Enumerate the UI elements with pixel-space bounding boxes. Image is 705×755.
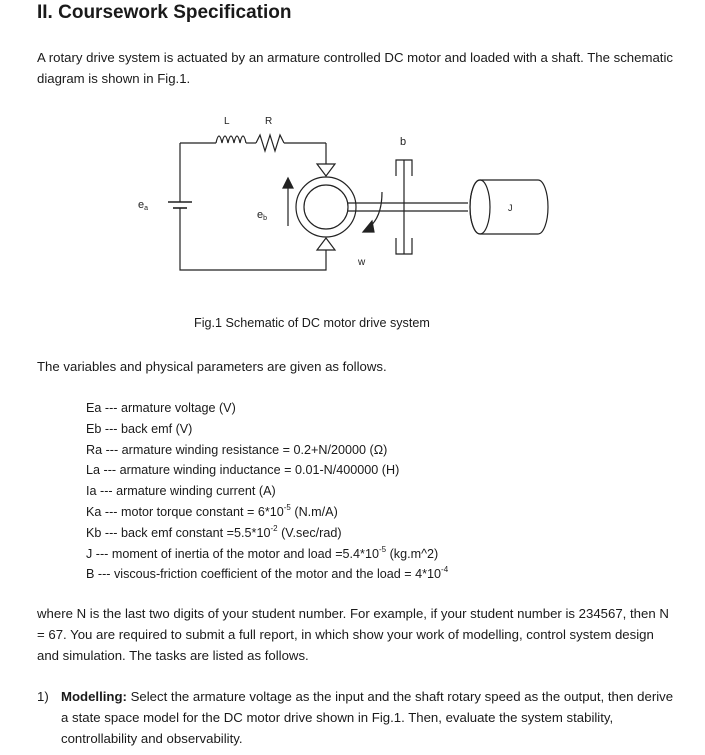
motor-top-brush xyxy=(317,164,335,176)
parameter-item: Ka --- motor torque constant = $6*10^{-5}$ (N.m/A) xyxy=(86,502,338,519)
variables-intro: The variables and physical parameters are given as follows. xyxy=(37,359,387,374)
motor-armature xyxy=(296,177,356,237)
parameter-item: Ea --- armature voltage (V) xyxy=(86,401,236,415)
task-number: 1) xyxy=(37,689,49,704)
label-inertia: J xyxy=(508,203,513,213)
student-number-paragraph: where N is the last two digits of your student number. For example, if your student number is 234567, then N = 67. You are required to submit a full report, in which show your work of modelling, control system design and simulation. The tasks are listed as follows. xyxy=(37,606,669,663)
parameter-item: Kb --- back emf constant $=5.5*10^{-2}$ (V.sec/rad) xyxy=(86,523,342,540)
task-text: Select the armature voltage as the input and the shaft rotary speed as the output, then derive a state space model for the DC motor drive shown in Fig.1. Then, evaluate the system stability, controllability and observability. xyxy=(61,689,674,746)
motor-bottom-brush xyxy=(317,238,335,250)
parameter-item: Ia --- armature winding current (A) xyxy=(86,484,276,499)
parameter-item: La --- armature winding inductance = 0.01-N/400000 (H) xyxy=(86,463,400,478)
task-item xyxy=(37,686,677,749)
label-damper: b xyxy=(400,136,407,148)
parameter-item: J --- moment of inertia of the motor and load $=5.4*10^{-5}$ (kg.m^2) xyxy=(86,544,439,561)
parameter-item: Eb --- back emf (V) xyxy=(86,421,193,436)
parameter-item: Ra --- armature winding resistance = 0.2+N/20000 (Ω) xyxy=(86,442,388,457)
task-title: Modelling: xyxy=(61,689,127,704)
figure-caption: Fig.1 Schematic of DC motor drive system xyxy=(194,316,430,330)
label-ea: ea xyxy=(138,199,149,212)
label-resistor: R xyxy=(265,116,273,127)
label-eb: eb xyxy=(257,209,268,222)
rotation-arrow-head xyxy=(363,221,374,232)
inductor-coil xyxy=(216,136,246,143)
section-heading: II. Coursework Specification xyxy=(37,2,292,23)
label-inductor: L xyxy=(224,116,230,127)
intro-paragraph: A rotary drive system is actuated by an armature controlled DC motor and loaded with a shaft. The schematic diagram is shown in Fig.1. xyxy=(37,50,673,86)
load-end-face xyxy=(470,180,490,234)
parameter-list xyxy=(86,398,448,585)
emf-arrow-head xyxy=(283,178,293,188)
label-speed: w xyxy=(358,257,366,268)
motor-armature-inner xyxy=(304,185,348,229)
parameter-item: B --- viscous-friction coefficient of the motor and the load = $4*10^{-4}$ xyxy=(86,565,449,582)
resistor-zigzag xyxy=(256,135,284,151)
dc-motor-schematic xyxy=(120,108,560,278)
